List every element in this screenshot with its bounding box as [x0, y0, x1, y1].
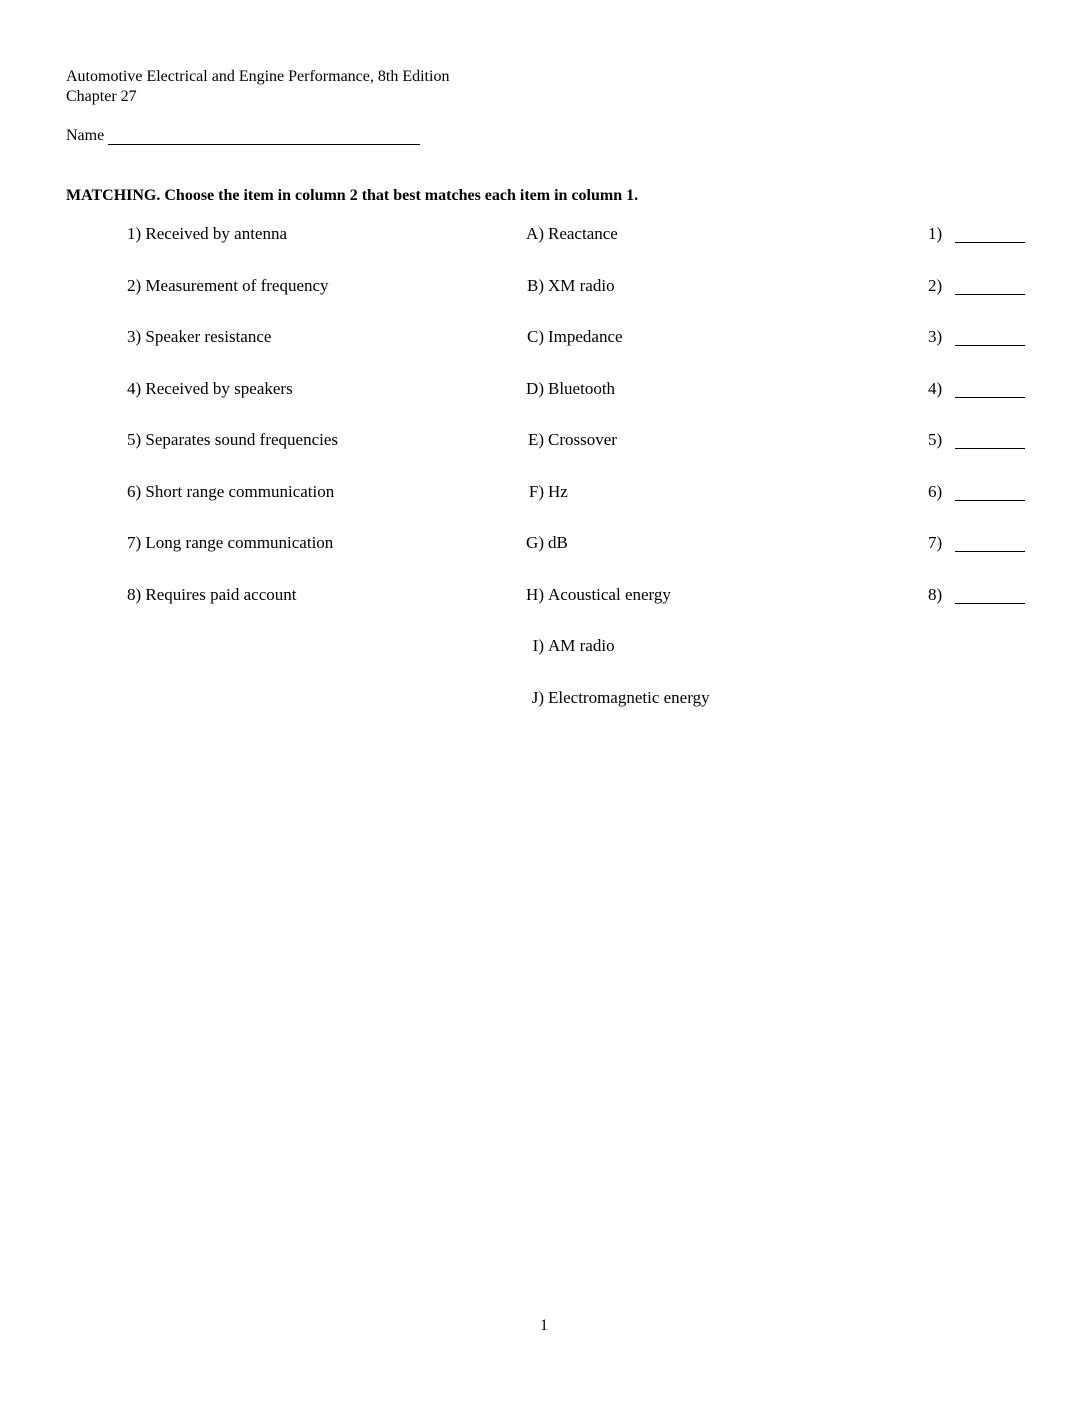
answer-blank-4[interactable] — [955, 397, 1025, 398]
choice-letter-a: A) — [526, 224, 544, 243]
choice-letter-h: H) — [526, 585, 544, 604]
choice-text-g: dB — [548, 533, 568, 552]
answer-label-7: 7) — [928, 533, 943, 552]
answer-blank-1[interactable] — [955, 242, 1025, 243]
term-2: 2) Measurement of frequency — [127, 276, 329, 295]
term-6: 6) Short range communication — [127, 482, 335, 501]
answer-label-8: 8) — [928, 585, 943, 604]
choice-letter-j: J) — [531, 688, 544, 707]
answer-blank-8[interactable] — [955, 603, 1025, 604]
choice-letter-e: E) — [527, 430, 544, 449]
term-7: 7) Long range communication — [127, 533, 334, 552]
answer-label-1: 1) — [928, 224, 943, 243]
answer-label-6: 6) — [928, 482, 943, 501]
answer-blank-2[interactable] — [955, 294, 1025, 295]
answer-label-2: 2) — [928, 276, 943, 295]
answer-label-4: 4) — [928, 379, 943, 398]
term-1: 1) Received by antenna — [127, 224, 288, 243]
page-number: 1 — [540, 1317, 548, 1334]
term-8: 8) Requires paid account — [127, 585, 297, 604]
choice-text-d: Bluetooth — [548, 379, 616, 398]
name-label: Name — [66, 127, 105, 144]
answer-blank-3[interactable] — [955, 345, 1025, 346]
answer-blank-7[interactable] — [955, 551, 1025, 552]
choice-text-e: Crossover — [548, 430, 617, 449]
answer-label-5: 5) — [928, 430, 943, 449]
choice-letter-c: C) — [527, 327, 544, 346]
choice-text-j: Electromagnetic energy — [548, 688, 710, 707]
term-5: 5) Separates sound frequencies — [127, 430, 339, 449]
book-title: Automotive Electrical and Engine Performance, 8th Edition — [66, 68, 450, 85]
name-field[interactable] — [108, 144, 420, 145]
instructions: MATCHING. Choose the item in column 2 that best matches each item in column 1. — [66, 187, 639, 204]
answer-blank-5[interactable] — [955, 448, 1025, 449]
choice-text-c: Impedance — [548, 327, 623, 346]
choice-text-f: Hz — [548, 482, 568, 501]
choice-letter-i: I) — [532, 636, 544, 655]
chapter-label: Chapter 27 — [66, 88, 137, 105]
choice-text-b: XM radio — [548, 276, 615, 295]
choice-text-a: Reactance — [548, 224, 618, 243]
answer-blank-6[interactable] — [955, 500, 1025, 501]
term-3: 3) Speaker resistance — [127, 327, 272, 346]
choice-letter-g: G) — [526, 533, 544, 552]
choice-text-i: AM radio — [548, 636, 615, 655]
choice-letter-d: D) — [526, 379, 544, 398]
choice-letter-b: B) — [527, 276, 544, 295]
choice-letter-f: F) — [528, 482, 544, 501]
answer-label-3: 3) — [928, 327, 943, 346]
term-4: 4) Received by speakers — [127, 379, 293, 398]
choice-text-h: Acoustical energy — [548, 585, 671, 604]
